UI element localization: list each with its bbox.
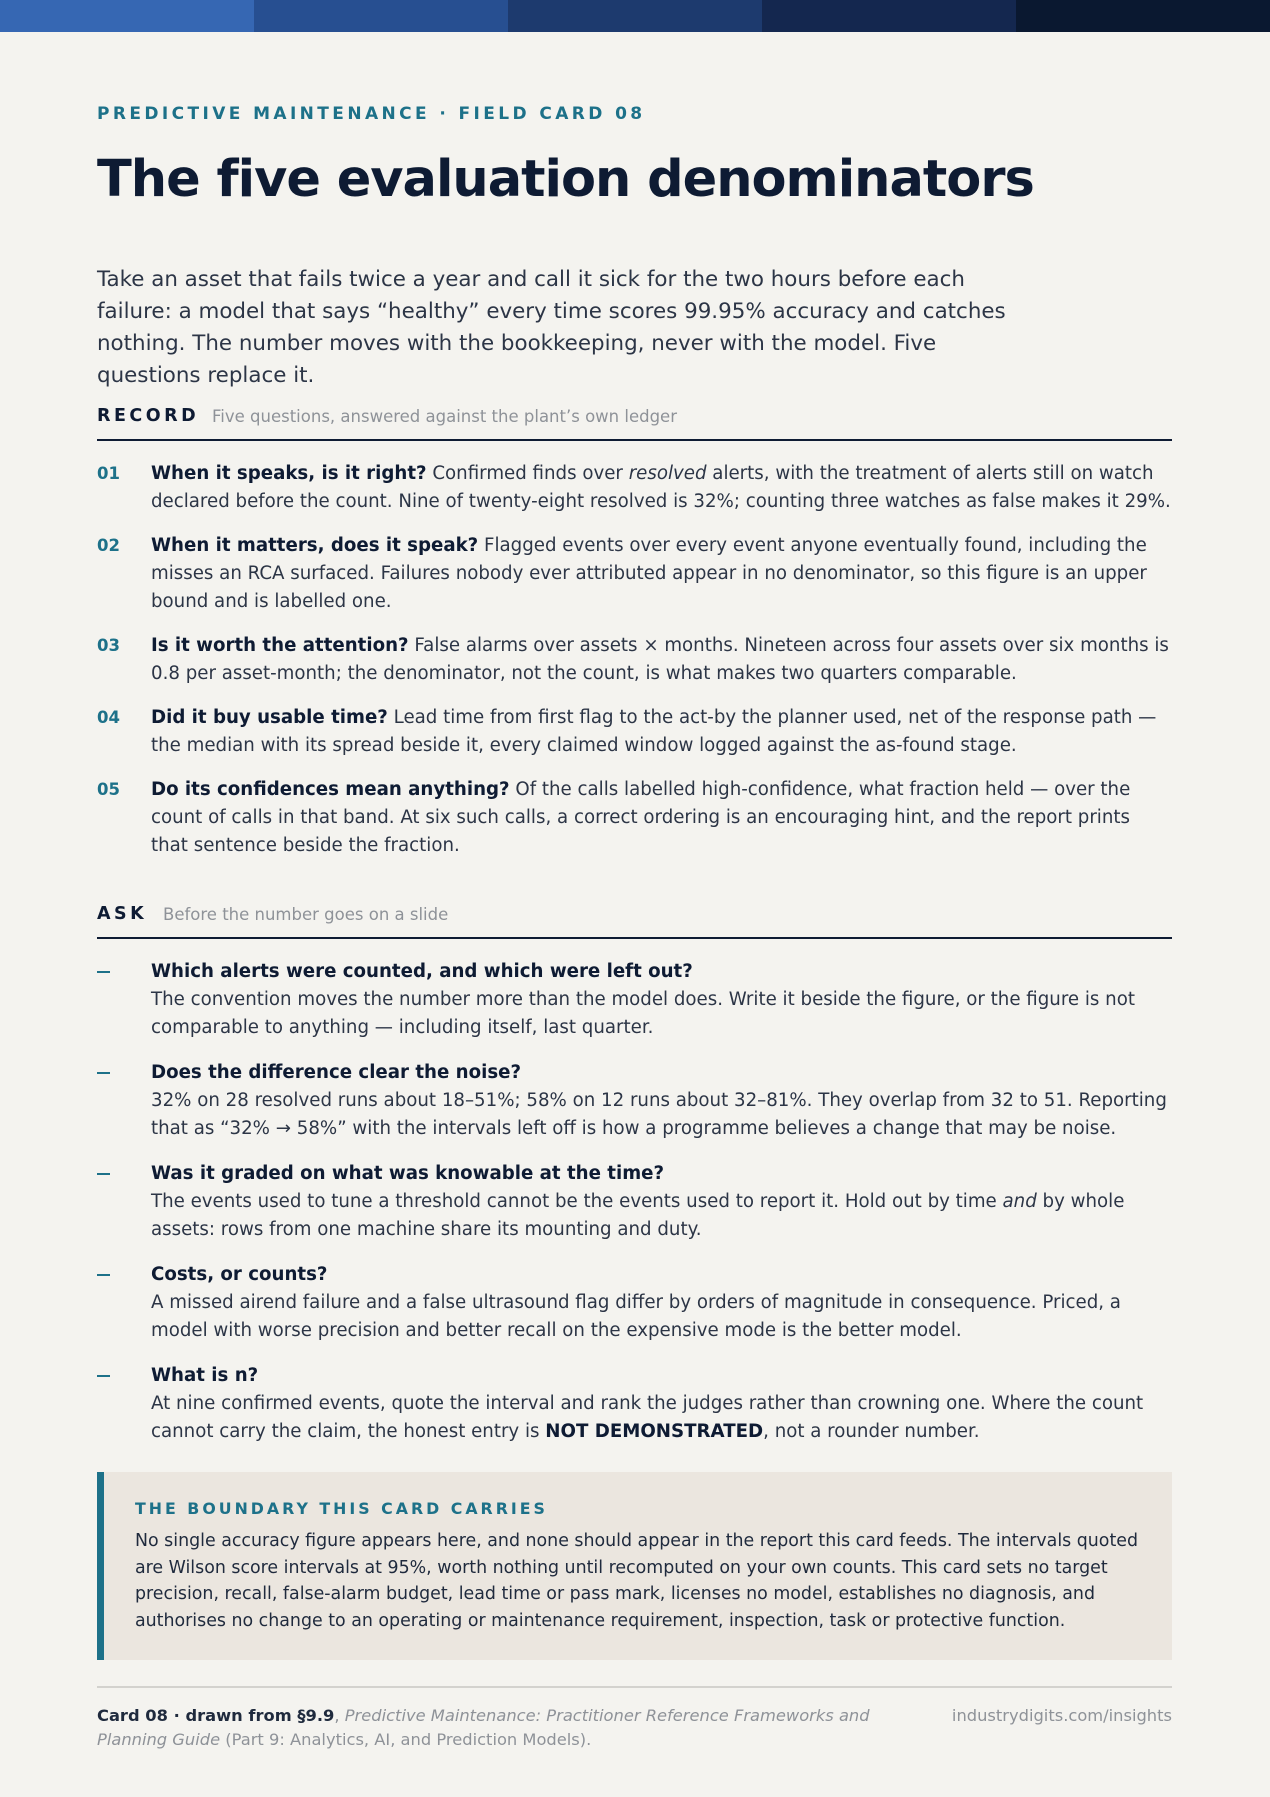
record-item	[97, 460, 1172, 516]
boundary-heading: THE BOUNDARY THIS CARD CARRIES	[135, 1499, 548, 1518]
footer-divider	[97, 1686, 1172, 1688]
top-color-bar	[0, 0, 1270, 32]
ask-text: , not a rounder number.	[763, 1421, 980, 1442]
record-section-header	[97, 405, 1172, 441]
ask-item	[97, 1261, 1172, 1345]
item-text: Flagged events over every event anyone eventually found, including the misses an RCA surfaced. Failures nobody ever attributed appear in no denominator, so this figure is an upper bound and is labelled one.	[151, 535, 1147, 612]
dash-bullet-icon	[97, 1274, 110, 1276]
page-title: The five evaluation denominators	[97, 150, 1034, 209]
dash-bullet-icon	[97, 1072, 110, 1074]
source-title: Predictive Maintenance: Practitioner Reference Frameworks and Planning Guide	[97, 1706, 870, 1749]
top-bar-segment	[508, 0, 762, 32]
source-part: (Part 9: Analytics, AI, and Prediction Models).	[220, 1730, 592, 1749]
ask-question: Was it graded on what was knowable at the time?	[151, 1163, 665, 1184]
ask-emphasis: and	[1002, 1191, 1037, 1212]
item-text: Confirmed finds over	[426, 463, 629, 484]
ask-question: Does the difference clear the noise?	[151, 1062, 522, 1083]
footer-citation	[97, 1704, 937, 1752]
ask-label: ASK	[97, 904, 148, 924]
citation-separator: ,	[334, 1706, 345, 1725]
top-bar-segment	[254, 0, 508, 32]
item-text: Of the calls labelled high-confidence, what fraction held — over the count of calls in that band. At six such calls, a correct ordering is an encouraging hint, and the report prints that sentence beside the fraction.	[151, 779, 1131, 856]
item-question: When it speaks, is it right?	[151, 463, 427, 484]
ask-section-header	[97, 903, 1172, 939]
top-bar-segment	[1016, 0, 1270, 32]
top-bar-segment	[762, 0, 1016, 32]
record-label: RECORD	[97, 406, 200, 426]
ask-text: 32% on 28 resolved runs about 18–51%; 58% on 12 runs about 32–81%. They overlap from 32 to 51. Reporting that as “32% → 58%” with the intervals left off is how a programme believes a change that may be noise.	[151, 1090, 1167, 1139]
ask-text: The events used to tune a threshold cannot be the events used to report it. Hold out by time	[151, 1191, 1003, 1212]
ask-subtitle: Before the number goes on a slide	[163, 905, 449, 924]
item-question: Is it worth the attention?	[151, 635, 409, 656]
ask-text: by whole assets: rows from one machine share its mounting and duty.	[151, 1191, 1125, 1240]
record-item	[97, 532, 1172, 616]
record-item	[97, 704, 1172, 760]
ask-text: At nine confirmed events, quote the interval and rank the judges rather than crowning one. Where the count cannot carry the claim, the honest entry is	[151, 1393, 1144, 1442]
item-number: 02	[97, 536, 120, 555]
footer-url: industrydigits.com/insights	[951, 1706, 1172, 1725]
card-reference: Card 08 · drawn from §9.9	[97, 1706, 335, 1725]
ask-item	[97, 958, 1172, 1042]
item-number: 04	[97, 708, 120, 727]
record-item	[97, 632, 1172, 688]
ask-question: Costs, or counts?	[151, 1264, 328, 1285]
dash-bullet-icon	[97, 971, 110, 973]
ask-item	[97, 1160, 1172, 1244]
ask-text: A missed airend failure and a false ultrasound flag differ by orders of magnitude in consequence. Priced, a model with worse precision and better recall on the expensive mode is the better model.	[151, 1292, 1121, 1341]
item-text: False alarms over assets × months. Nineteen across four assets over six months is 0.8 per asset-month; the denominator, not the count, is what makes two quarters comparable.	[151, 635, 1169, 684]
boundary-callout	[97, 1472, 1172, 1660]
ask-item	[97, 1059, 1172, 1143]
item-emphasis: resolved	[628, 463, 707, 484]
ask-question: What is n?	[151, 1365, 259, 1386]
ask-item	[97, 1362, 1172, 1446]
ask-question: Which alerts were counted, and which were left out?	[151, 961, 693, 982]
item-text: Lead time from first flag to the act-by the planner used, net of the response path — the median with its spread beside it, every claimed window logged against the as-found stage.	[151, 707, 1157, 756]
record-list	[97, 460, 1172, 876]
item-number: 03	[97, 636, 120, 655]
item-number: 05	[97, 780, 120, 799]
record-subtitle: Five questions, answered against the plant’s own ledger	[212, 407, 677, 426]
dash-bullet-icon	[97, 1173, 110, 1175]
item-question: Do its confidences mean anything?	[151, 779, 510, 800]
item-question: When it matters, does it speak?	[151, 535, 479, 556]
ask-text: The convention moves the number more than the model does. Write it beside the figure, or the figure is not comparable to anything — including itself, last quarter.	[151, 989, 1135, 1038]
top-bar-segment	[0, 0, 254, 32]
ask-strong: NOT DEMONSTRATED	[545, 1421, 764, 1442]
record-item	[97, 776, 1172, 860]
item-question: Did it buy usable time?	[151, 707, 388, 728]
ask-list	[97, 958, 1172, 1463]
boundary-text: No single accuracy figure appears here, and none should appear in the report this card feeds. The intervals quoted are Wilson score intervals at 95%, worth nothing until recomputed on your own counts. This card sets no target precision, recall, false-alarm budget, lead time or pass mark, licenses no model, establishes no diagnosis, and authorises no change to an operating or maintenance requirement, inspection, task or protective function.	[135, 1531, 1139, 1631]
item-text: alerts, with the treatment of alerts still on watch declared before the count. Nine of twenty-eight resolved is 32%; counting three watches as false makes it 29%.	[151, 463, 1171, 512]
lede-paragraph: Take an asset that fails twice a year and call it sick for the two hours before each failure: a model that says “healthy” every time scores 99.95% accuracy and catches nothing. The number moves with the bookkeeping, never with the model. Five questions replace it.	[97, 267, 1006, 388]
dash-bullet-icon	[97, 1375, 110, 1377]
kicker: PREDICTIVE MAINTENANCE · FIELD CARD 08	[97, 104, 646, 124]
item-number: 01	[97, 464, 120, 483]
